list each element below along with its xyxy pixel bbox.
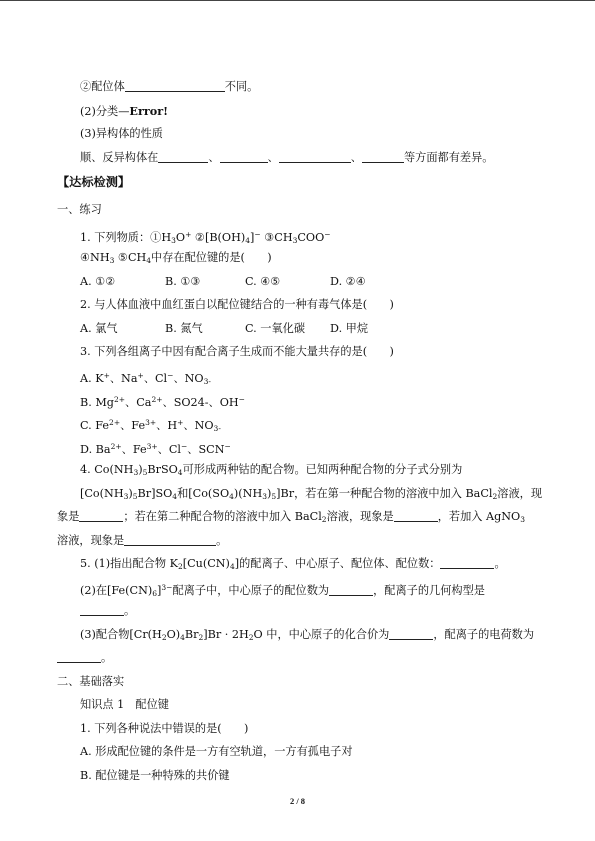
option-b[interactable]: B. 氮气	[165, 322, 203, 335]
question-3: 3. 下列各组离子中因有配合离子生成而不能大量共存的是( )	[80, 345, 394, 358]
option-d[interactable]: D. ②④	[330, 275, 366, 288]
answer-blank[interactable]	[394, 510, 438, 522]
option-a[interactable]: A. 氯气	[80, 322, 118, 335]
answer-blank[interactable]	[79, 510, 123, 522]
option-b[interactable]: B. $Mg^{2+}$、$Ca^{2+}$、SO24-、OH−	[80, 395, 245, 409]
option-a[interactable]: A. K+、Na+、Cl−、$NO_{3-}$	[80, 371, 211, 386]
question-b1: 1. 下列各种说法中错误的是( )	[80, 722, 249, 735]
answer-blank[interactable]	[329, 584, 373, 596]
option-d[interactable]: D. 甲烷	[330, 322, 369, 335]
answer-blank[interactable]	[125, 80, 225, 92]
answer-blank[interactable]	[124, 534, 216, 546]
answer-blank[interactable]	[362, 151, 404, 163]
question-5-part2: (2)在$[Fe(CN)_6]^{3-}$配离子中，中心原子的配位数为 ，配离子的几何构型是	[80, 583, 485, 598]
section-heading: 二、基础落实	[57, 675, 125, 688]
option-a[interactable]: A. ①②	[80, 275, 116, 288]
option-d[interactable]: D. $Ba^{2+}$、$Fe^{3+}$、Cl−、SCN−	[80, 442, 231, 456]
header-rule	[0, 0, 595, 1]
question-4-cont: $[Co(NH_3)_5Br]SO_4$和$[Co(SO_4)(NH_3)_5]Br$，若在第一种配合物的溶液中加入 BaCl$_2$溶液，现	[80, 487, 543, 501]
knowledge-point: 知识点 1 配位键	[80, 698, 169, 711]
option-b[interactable]: B. 配位键是一种特殊的共价键	[80, 769, 230, 782]
page-number: 2 / 8	[289, 796, 306, 806]
section-heading: 一、练习	[57, 203, 102, 216]
text-line: (2)分类—Error!	[80, 104, 169, 118]
question-5-part2-cont: 。	[80, 604, 135, 618]
question-4-cont: 象是 ；若在第二种配合物的溶液中加入 BaCl$_2$溶液，现象是 ，若加入 AgNO$_3$	[57, 510, 526, 524]
answer-blank[interactable]	[220, 151, 268, 163]
text-line: 顺、反异构体在 、 、 、 等方面都有差异。	[80, 151, 494, 164]
question-5-part3-cont: 。	[57, 651, 112, 665]
option-b[interactable]: B. ①③	[165, 275, 201, 288]
answer-blank[interactable]	[279, 151, 351, 163]
question-5: 5. (1)指出配合物 $K_2[Cu(CN)_4]$的配离子、中心原子、配位体、配位数： 。	[80, 557, 506, 571]
question-1-cont: $④NH_3$ $⑤CH_4$中存在配位键的是( )	[80, 251, 272, 265]
question-1: 1. 下列物质：$①H_3O^+$ $②[B(OH)_4]^-$ $③CH_3COO^-$	[80, 230, 331, 245]
question-5-part3: (3)配合物$[Cr(H_2O)_4Br_2]Br \cdot 2H_2O$ 中，中心原子的化合价为 ，配离子的电荷数为	[80, 628, 535, 642]
answer-blank[interactable]	[80, 604, 124, 616]
text-line: ②配位体 不同。	[80, 80, 259, 93]
section-title: 【达标检测】	[57, 175, 131, 189]
answer-blank[interactable]	[440, 557, 494, 569]
option-c[interactable]: C. 一氧化碳	[245, 322, 306, 335]
option-c[interactable]: C. ④⑤	[245, 275, 281, 288]
answer-blank[interactable]	[57, 651, 101, 663]
question-4-cont: 溶液，现象是 。	[57, 534, 228, 547]
answer-blank[interactable]	[389, 628, 433, 640]
option-a[interactable]: A. 形成配位键的条件是一方有空轨道，一方有孤电子对	[80, 745, 353, 758]
answer-blank[interactable]	[158, 151, 208, 163]
option-c[interactable]: C. $Fe^{2+}$、$Fe^{3+}$、H+、$NO_{3-}$	[80, 418, 221, 433]
question-2: 2. 与人体血液中血红蛋白以配位键结合的一种有毒气体是( )	[80, 298, 394, 311]
question-4: 4. $Co(NH_3)_5BrSO_4$可形成两种钴的配合物。已知两种配合物的分子式分别为	[80, 463, 463, 477]
text-line: (3)异构体的性质	[80, 127, 163, 140]
